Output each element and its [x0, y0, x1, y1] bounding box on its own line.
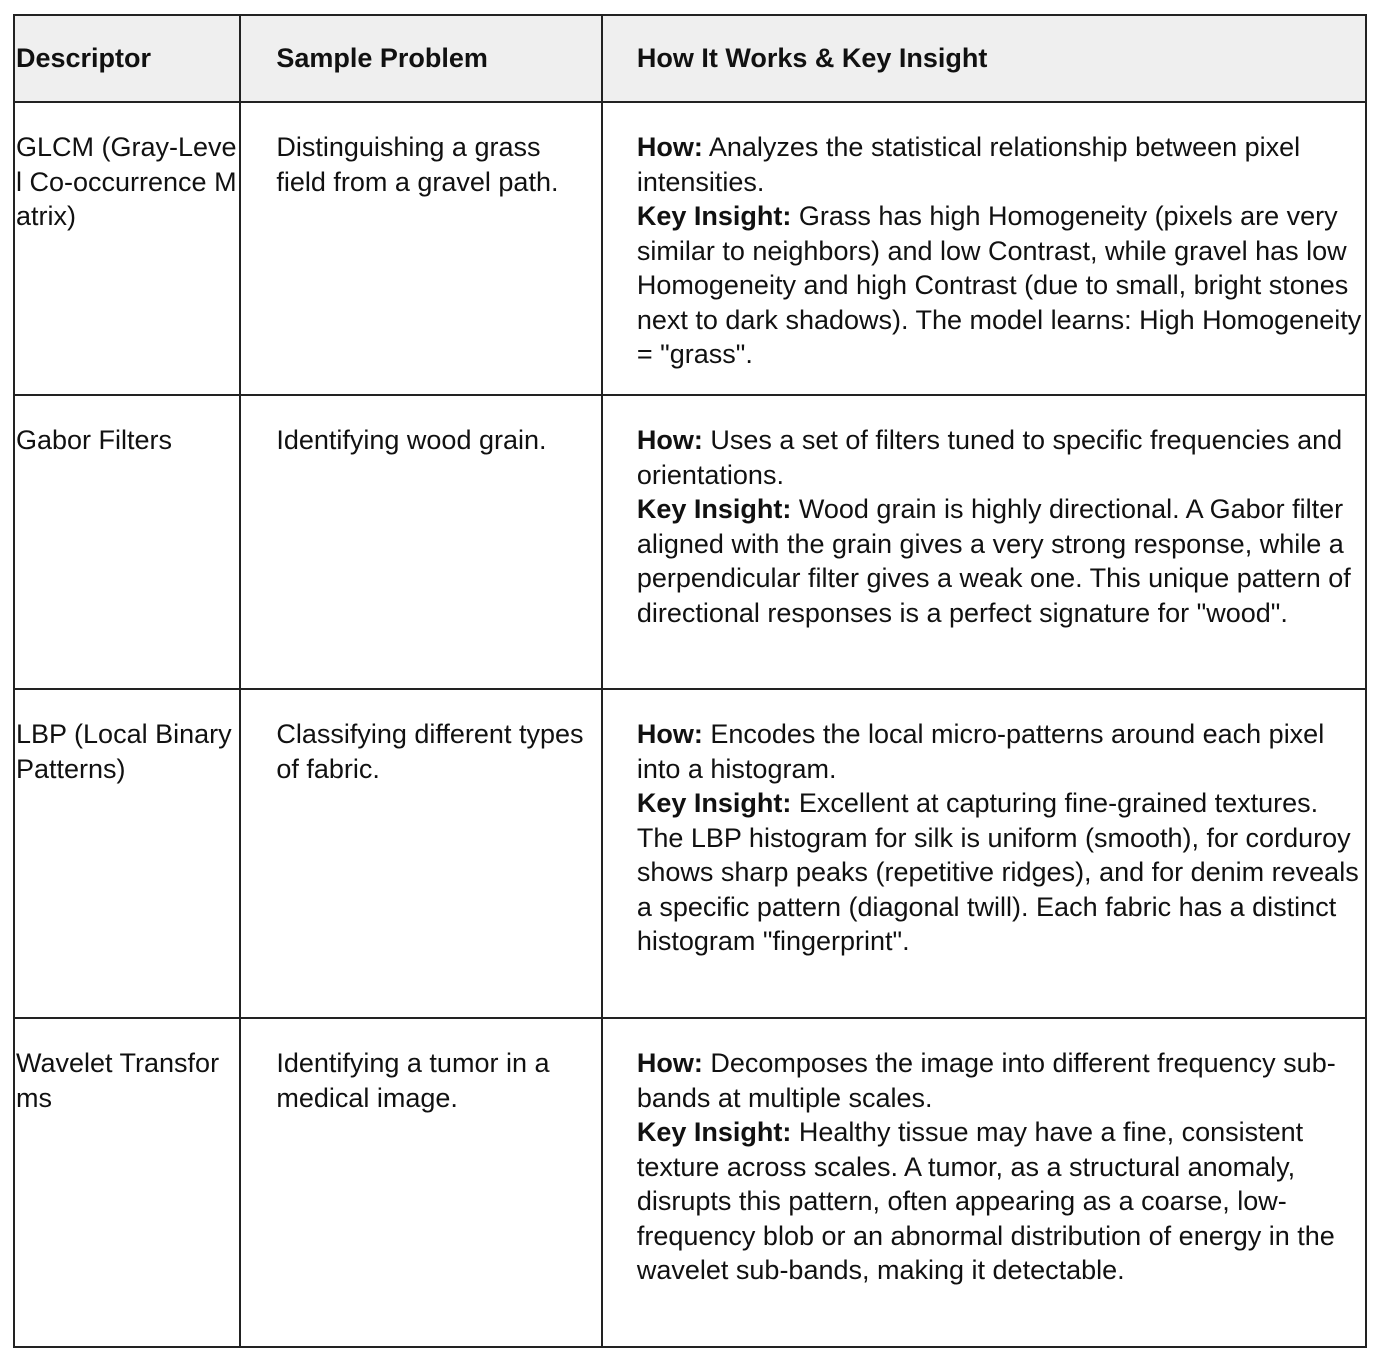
table-row	[14, 1018, 1366, 1347]
how-it-works-cell	[602, 689, 1366, 1018]
key-insight-line	[637, 492, 1365, 630]
key-insight-text: Grass has high Homogeneity (pixels are very similar to neighbors) and low Contrast, while gravel has low Homogeneity and high Contrast (due to small, bright stones next to dark shadows). The model learns: High Homogeneity = "grass".	[636, 201, 1362, 369]
key-insight-label: Key Insight:	[636, 1117, 792, 1147]
table-row	[14, 395, 1366, 689]
key-insight-label: Key Insight:	[636, 788, 792, 818]
how-label: How:	[636, 132, 703, 162]
sample-problem-cell: Identifying a tumor in a medical image.	[240, 1018, 602, 1347]
texture-descriptor-table	[13, 14, 1367, 1348]
descriptor-cell: LBP (Local Binary Patterns)	[14, 689, 240, 1018]
how-label: How:	[636, 719, 703, 749]
table-row	[14, 689, 1366, 1018]
table-row	[14, 102, 1366, 395]
descriptor-cell: Gabor Filters	[14, 395, 240, 689]
sample-problem-cell: Distinguishing a grass field from a gravel path.	[240, 102, 602, 395]
header-row	[14, 15, 1366, 102]
key-insight-label: Key Insight:	[636, 201, 792, 231]
how-line	[637, 717, 1365, 786]
how-label: How:	[636, 1048, 703, 1078]
header-sample-problem: Sample Problem	[240, 15, 602, 102]
how-text: Analyzes the statistical relationship between pixel intensities.	[636, 132, 1301, 197]
key-insight-line	[637, 1115, 1365, 1288]
key-insight-label: Key Insight:	[636, 494, 792, 524]
header-descriptor: Descriptor	[14, 15, 240, 102]
how-line	[637, 130, 1365, 199]
sample-problem-cell: Identifying wood grain.	[240, 395, 602, 689]
descriptor-cell: GLCM (Gray-Level Co-occurrence Matrix)	[14, 102, 240, 395]
key-insight-text: Wood grain is highly directional. A Gabor filter aligned with the grain gives a very strong response, while a perpendicular filter gives a weak one. This unique pattern of directional responses is a perfect signature for "wood".	[636, 494, 1351, 628]
sample-problem-cell: Classifying different types of fabric.	[240, 689, 602, 1018]
how-text: Uses a set of filters tuned to specific frequencies and orientations.	[636, 425, 1343, 490]
how-text: Encodes the local micro-patterns around each pixel into a histogram.	[636, 719, 1325, 784]
header-how-it-works: How It Works & Key Insight	[602, 15, 1366, 102]
how-line	[637, 1046, 1365, 1115]
key-insight-text: Excellent at capturing fine-grained textures. The LBP histogram for silk is uniform (smooth), for corduroy shows sharp peaks (repetitive ridges), and for denim reveals a specific pattern (diagonal twill). Each fabric has a distinct histogram "fingerprint".	[636, 788, 1359, 956]
how-label: How:	[636, 425, 703, 455]
how-it-works-cell	[602, 1018, 1366, 1347]
key-insight-text: Healthy tissue may have a fine, consistent texture across scales. A tumor, as a structural anomaly, disrupts this pattern, often appearing as a coarse, low-frequency blob or an abnormal distribution of energy in the wavelet sub-bands, making it detectable.	[636, 1117, 1335, 1285]
key-insight-line	[637, 786, 1365, 959]
how-it-works-cell	[602, 102, 1366, 395]
key-insight-line	[637, 199, 1365, 372]
how-it-works-cell	[602, 395, 1366, 689]
how-line	[637, 423, 1365, 492]
descriptor-cell: Wavelet Transforms	[14, 1018, 240, 1347]
how-text: Decomposes the image into different frequency sub-bands at multiple scales.	[636, 1048, 1336, 1113]
